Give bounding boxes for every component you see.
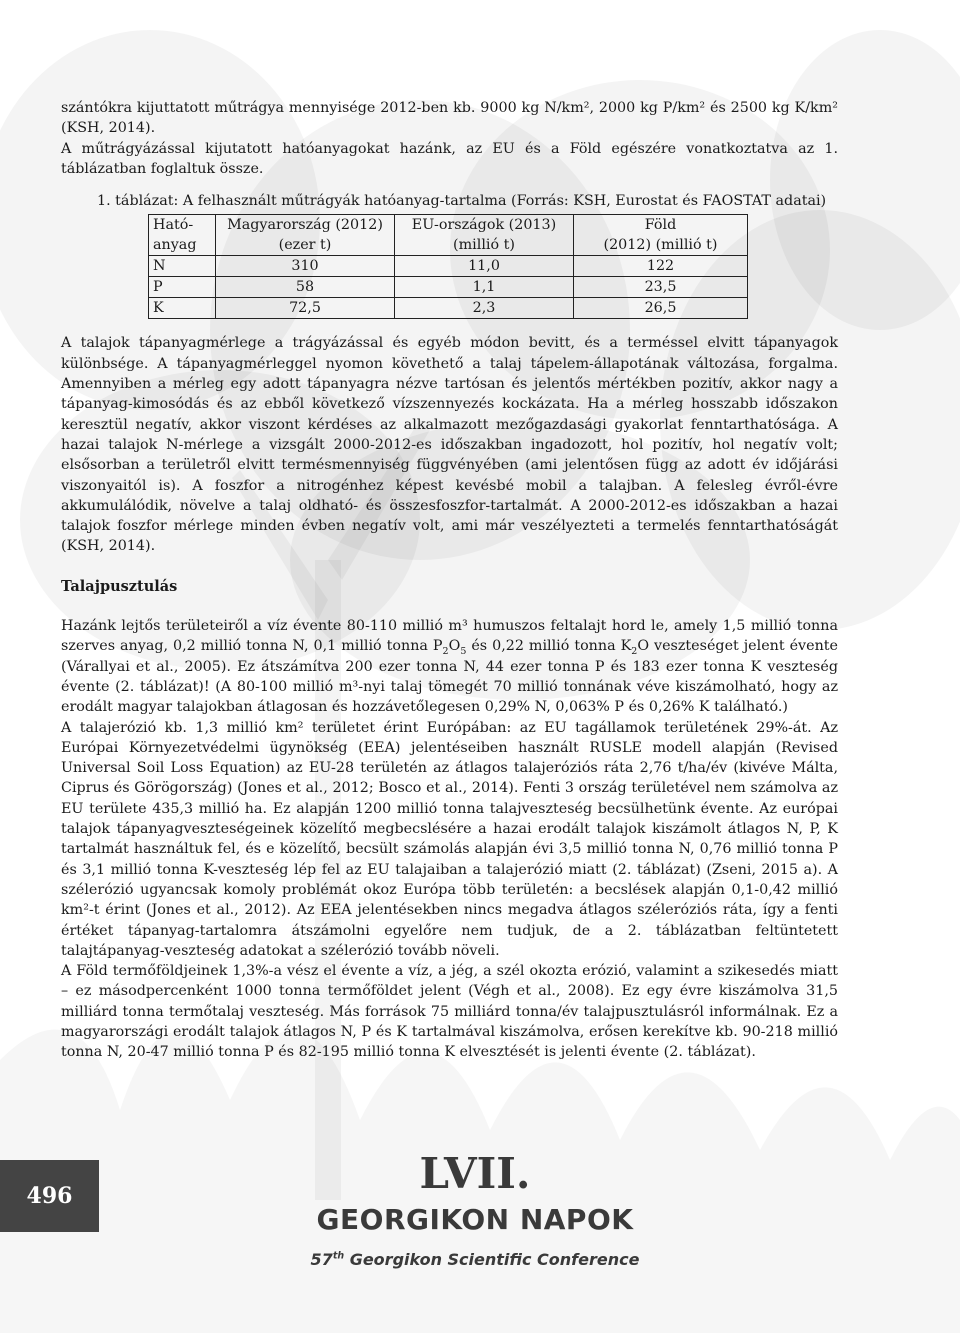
conference-logo — [250, 1148, 700, 1269]
table-row — [149, 256, 748, 277]
table-cell: P — [149, 277, 216, 298]
table-1 — [148, 214, 748, 319]
page-number-box — [0, 1160, 99, 1232]
main-text — [61, 98, 838, 1063]
conference-subtitle: 57th Georgikon Scientific Conference — [310, 1250, 640, 1269]
table-cell: K — [149, 298, 216, 319]
paragraph-erosion-hungary: Hazánk lejtős területeiről a víz évente 80-110 millió m³ humuszos feltalajt hord le, amely 1,5 millió tonna szerves anyag, 0,2 millió tonna N, 0,1 millió tonna $P_2O_5$ és 0,22 millió tonna $K_2O$ veszteséget jelent évente (Várallyai et al., 2005). Ez átszámítva 200 ezer tonna N, 44 ezer tonna P és 183 ezer tonna K veszteség évente (2. táblázat)! (A 80-100 millió m³-nyi talaj tömegét 70 millió tonnának véve kiszámolható, hogy az erodált magyar talajokban átlagosan és hozzávetőlegesen 0,29% N, 0,063% P és 0,26% K található.) — [61, 618, 839, 716]
intro-line-1: szántókra kijuttatott műtrágya mennyisége 2012-ben kb. 9000 kg N/km², 2000 kg P/km² és 2500 kg K/km² (KSH, 2014). — [61, 100, 838, 137]
header-cell: EU-országok (2013) (millió t) — [395, 215, 574, 256]
page-number: 496 — [26, 1183, 73, 1209]
table-cell: 72,5 — [216, 298, 395, 319]
intro-line-2: A műtrágyázással kijutatott hatóanyagokat hazánk, az EU és a Föld egészére vonatkoztatva az 1. táblázatban foglaltuk össze. — [61, 140, 838, 177]
section-heading: Talajpusztulás — [61, 577, 178, 595]
table-cell: N — [149, 256, 216, 277]
table-cell: 26,5 — [574, 298, 748, 319]
conference-name: GEORGIKON NAPOK — [316, 1203, 634, 1236]
table-cell: 23,5 — [574, 277, 748, 298]
header-cell: Föld (2012) (millió t) — [574, 215, 748, 256]
paragraph-erosion-world: A Föld termőföldjeinek 1,3%-a vész el évente a víz, a jég, a szél okozta erózió, valamint a szikesedés miatt – ez másodpercenként 1000 tonna termőföldet jelent (Végh et al., 2008). Ez egy évre kiszámolva 31,5 milliárd tonna termőtalaj veszteség. Más források 75 milliárd tonna/év talajpusztulásról informálnak. Ez a magyarországi erodált talajok átlagos N, P és K tartalmával kiszámolva, erősen kerekítve kb. 90-218 millió tonna N, 20-47 millió tonna P és 82-195 millió tonna K elvesztését is jelenti évente (2. táblázat). — [61, 963, 838, 1061]
table-cell: 1,1 — [395, 277, 574, 298]
paragraph-tapanyagmerleg: A talajok tápanyagmérlege a trágyázással és egyéb módon bevitt, és a terméssel elvitt tápanyagok különbsége. A tápanyagmérleggel nyomon követhető a talaj tápelem-állapotának változása, forgalma. Amennyiben a mérleg egy adott tápanyagra nézve tartósan és jelentős mértékben pozitív, akkor nagy a tápanyag-kimosódás és az ebből következő vízszennyezés kockázata. Ha a mérleg hosszabb időszakon keresztül negatív, akkor viszont kérdéses az alkalmazott mezőgazdasági gyakorlat fenntarthatósága. A hazai talajok N-mérlege a vizsgált 2000-2012-es időszakban ingadozott, hol pozitív, hol negatív volt; elsősorban a területről elvitt termésmennyiség függvényében (ami jelentősen függ az adott év időjárási viszonyaitól is). A foszfor a nitrogénhez képest kevésbé mobil a talajban. A felesleg évről-évre akkumulálódik, növelve a talaj oldható- és összesfoszfor-tartalmát. A 2000-2012-es időszakban a hazai talajok foszfor mérlege minden évben negatív volt, ami már veszélyezteti a termelés fenntarthatóságát (KSH, 2014). — [61, 335, 838, 555]
table-1-caption: 1. táblázat: A felhasznált műtrágyák hatóanyag-tartalma (Forrás: KSH, Eurostat és FAOSTAT adatai) — [97, 193, 827, 210]
table-header-row — [149, 215, 748, 256]
paragraph-erosion-europe: A talajerózió kb. 1,3 millió km² területet érint Európában: az EU tagállamok területének 29%-át. Az Európai Környezetvédelmi ügynökség (EEA) jelentéseiben használt RUSLE modell alapján (Revised Universal Soil Loss Equation) az EU-28 területén az átlagos talajeróziós ráta 2,76 t/ha/év (kivéve Málta, Ciprus és Görögország) (Jones et al., 2012; Bosco et al., 2014). Fenti 3 ország területével nem számolva az EU területe 435,3 millió ha. Ez alapján 1200 millió tonna talajveszteség becsülhetünk évente. Az európai talajok tápanyagveszteségeinek közelítő megbecslésére a hazai erodált talajok kiszámolt átlagos N, P, K tartalmát használtuk fel, és e közelítő, becsült számolás alapján évi 3,5 millió tonna N, 0,76 millió tonna P és 3,1 millió tonna K-veszteség lép fel az EU talajaiban a talajerózió miatt (2. táblázat) (Zseni, 2015 a). A szélerózió ugyancsak komoly problémát okoz Európa több területén: a becslések alapján 0,1-0,42 millió km²-t érint (Jones et al., 2012). Az EEA jelentésekben nincs megadva átlagos széleróziós ráta, így a fenti értéket tápanyag-tartalomra átszámolni egyelőre nem tudjuk, de a 2. táblázatban feltüntetett talajtápanyag-veszteség adatokat a szélerózió tovább növeli. — [61, 719, 838, 959]
table-cell: 58 — [216, 277, 395, 298]
conference-edition: LVII. — [419, 1149, 531, 1198]
header-cell: Magyarország (2012) (ezer t) — [216, 215, 395, 256]
table-cell: 2,3 — [395, 298, 574, 319]
table-cell: 122 — [574, 256, 748, 277]
header-cell: Ható- anyag — [149, 215, 216, 256]
table-row — [149, 277, 748, 298]
table-cell: 310 — [216, 256, 395, 277]
table-cell: 11,0 — [395, 256, 574, 277]
table-row — [149, 298, 748, 319]
